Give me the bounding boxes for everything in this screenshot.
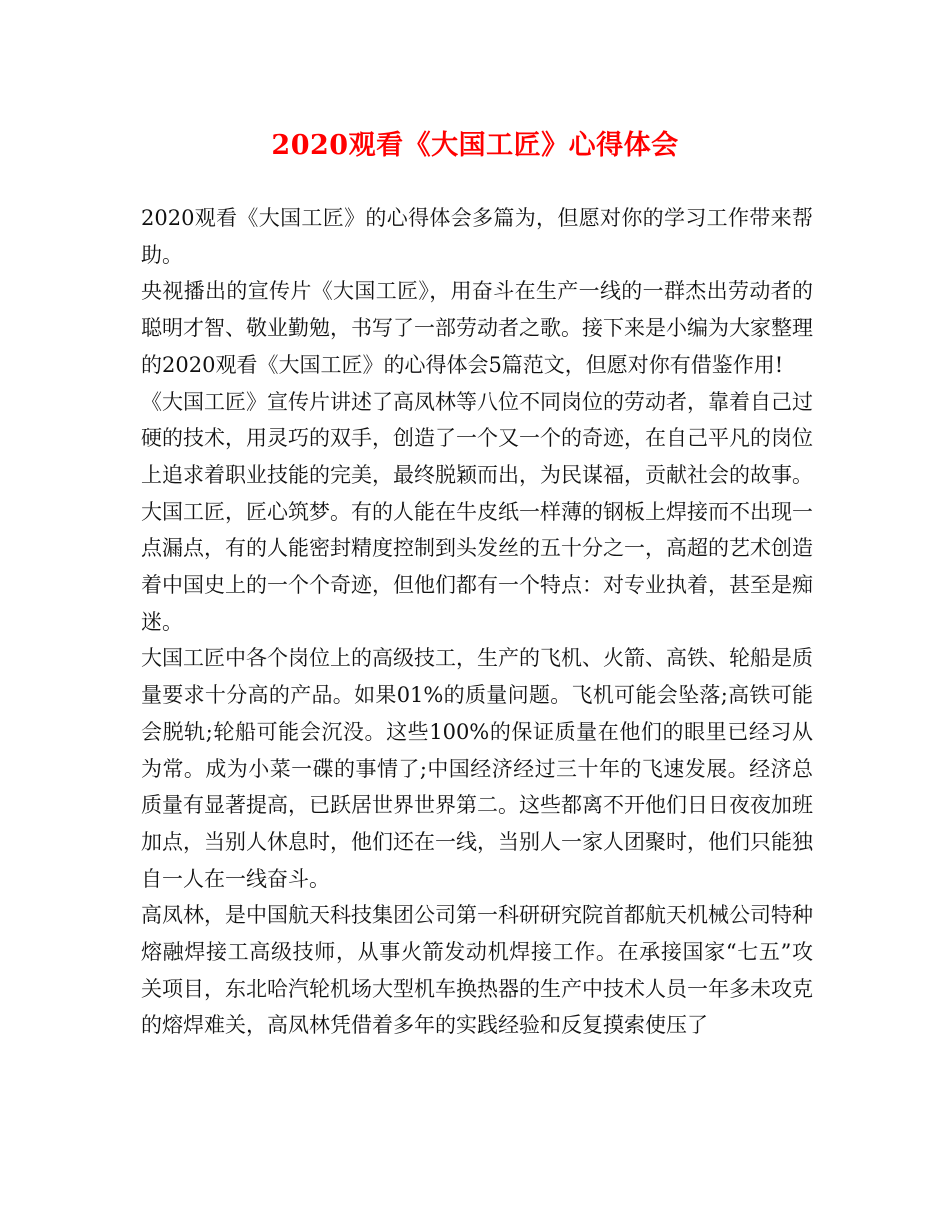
paragraph-craftsman-dream: 大国工匠，匠心筑梦。有的人能在牛皮纸一样薄的钢板上焊接而不出现一点漏点，有的人能密封精度控制到头发丝的五十分之一，高超的艺术创造着中国史上的一个个奇迹，但他们都有一个特点：对专业执着，甚至是痴迷。 xyxy=(141,499,813,634)
paragraph-promo-film: 《大国工匠》宣传片讲述了高凤林等八位不同岗位的劳动者，靠着自己过硬的技术，用灵巧的双手，创造了一个又一个的奇迹，在自己平凡的岗位上追求着职业技能的完美，最终脱颖而出，为民谋福，贡献社会的故事。 xyxy=(141,389,813,487)
paragraph-senior-technicians: 大国工匠中各个岗位上的高级技工，生产的飞机、火箭、高铁、轮船是质量要求十分高的产品。如果01%的质量问题。飞机可能会坠落;高铁可能会脱轨;轮船可能会沉没。这些100%的保证质量在他们的眼里已经习从为常。成为小菜一碟的事情了;中国经济经过三十年的飞速发展。经济总质量有显著提高，已跃居世界世界第二。这些都离不开他们日日夜夜加班加点，当别人休息时，他们还在一线，当别人一家人团聚时，他们只能独自一人在一线奋斗。 xyxy=(141,646,813,891)
document-body xyxy=(141,200,813,1044)
paragraph-intro: 2020观看《大国工匠》的心得体会多篇为，但愿对你的学习工作带来帮助。 xyxy=(141,206,813,267)
paragraph-cctv-broadcast: 央视播出的宣传片《大国工匠》，用奋斗在生产一线的一群杰出劳动者的聪明才智、敬业勤勉，书写了一部劳动者之歌。接下来是小编为大家整理的2020观看《大国工匠》的心得体会5篇范文，但愿对你有借鉴作用! xyxy=(141,279,813,377)
paragraph-gao-fenglin: 高凤林，是中国航天科技集团公司第一科研研究院首都航天机械公司特种熔融焊接工高级技师，从事火箭发动机焊接工作。在承接国家“七五”攻关项目，东北哈汽轮机场大型机车换热器的生产中技术人员一年多未攻克的熔焊难关，高凤林凭借着多年的实践经验和反复摸索使压了 xyxy=(141,903,813,1038)
document-title: 2020观看《大国工匠》心得体会 xyxy=(271,130,679,161)
